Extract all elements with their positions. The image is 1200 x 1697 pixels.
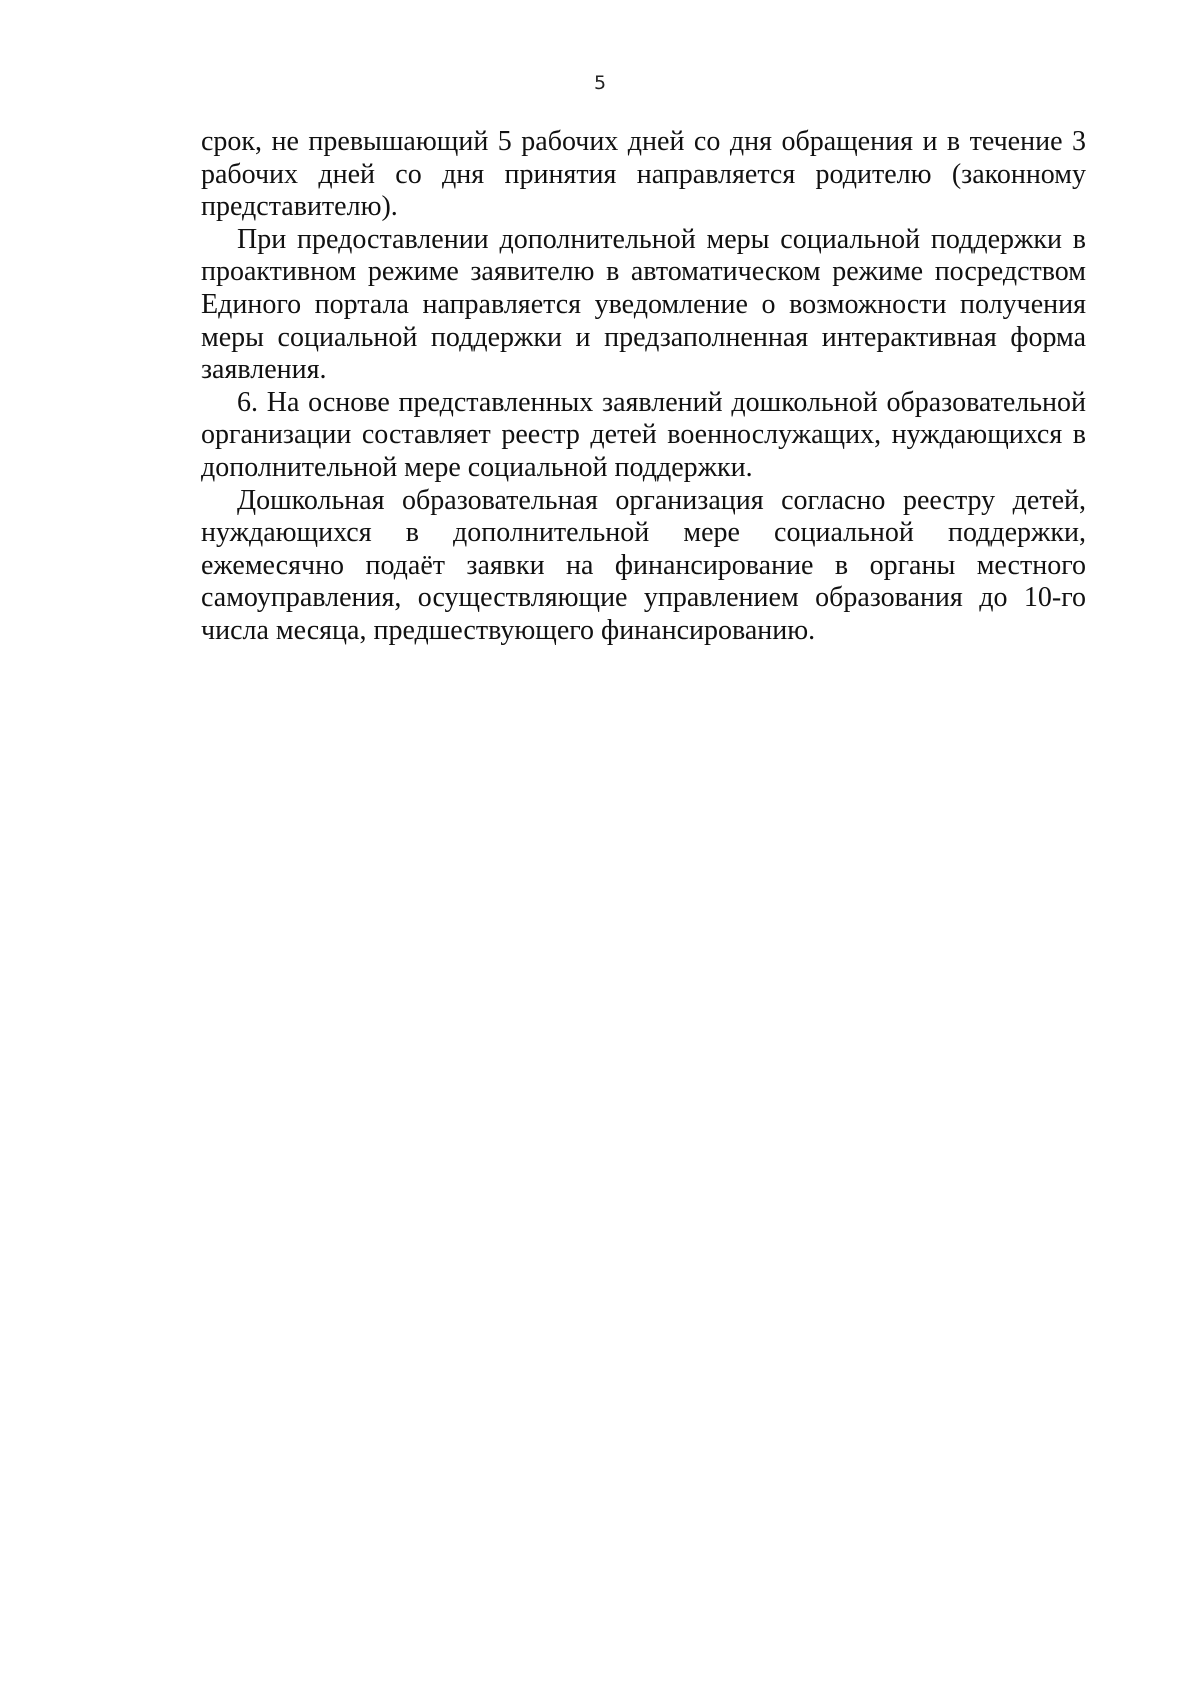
- paragraph-proactive-mode: При предоставлении дополнительной меры социальной поддержки в проактивном режиме заявителю в автоматическом режиме посредством Единого портала направляется уведомление о возможности получения меры социальной поддержки и предзаполненная интерактивная форма заявления.: [201, 223, 1086, 386]
- paragraph-continuation: срок, не превышающий 5 рабочих дней со дня обращения и в течение 3 рабочих дней со дня принятия направляется родителю (законному представителю).: [201, 126, 1086, 223]
- document-body: [201, 126, 1086, 648]
- paragraph-financing-requests: Дошкольная образовательная организация согласно реестру детей, нуждающихся в дополнительной мере социальной поддержки, ежемесячно подаёт заявки на финансирование в органы местного самоуправления, осуществляющие управлением образования до 10-го числа месяца, предшествующего финансированию.: [201, 484, 1086, 646]
- paragraph-item-6: 6. На основе представленных заявлений дошкольной образовательной организации составляет реестр детей военнослужащих, нуждающихся в дополнительной мере социальной поддержки.: [201, 386, 1086, 483]
- page-number: 5: [593, 72, 607, 94]
